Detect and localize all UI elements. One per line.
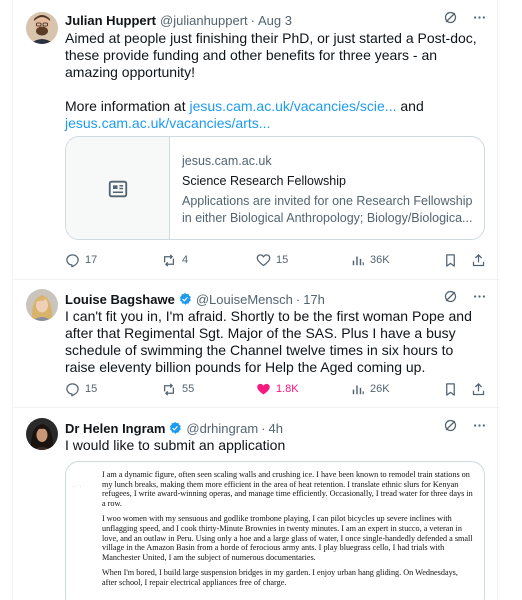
tweet-header [65, 289, 487, 309]
card-domain: jesus.cam.ac.uk [182, 154, 272, 168]
reply-count: 17 [85, 254, 98, 266]
repost-count: 4 [182, 254, 189, 266]
reply-count: 15 [85, 383, 98, 395]
view-count: 36K [370, 254, 390, 266]
link-preview-card[interactable] [65, 136, 485, 240]
tweet-text-line: Aimed at people just finishing their PhD, or just started a Post-doc, these provide funding and other benefits for three years - an amazing opportunity! [65, 30, 477, 80]
repost-button[interactable] [161, 250, 188, 270]
tweet-actions [65, 250, 495, 270]
attached-document-image[interactable] [65, 461, 485, 600]
like-button[interactable] [256, 250, 288, 270]
author-handle[interactable]: @julianhuppert [160, 12, 248, 28]
tweet-text-more [65, 98, 483, 132]
views-button[interactable] [351, 250, 390, 270]
share-icon [471, 253, 486, 268]
heart-icon [256, 253, 271, 268]
reply-button[interactable] [65, 250, 97, 270]
avatar[interactable] [26, 12, 58, 44]
author-name[interactable]: Dr Helen Ingram [65, 420, 166, 436]
author-name[interactable]: Louise Bagshawe [65, 291, 175, 307]
verified-badge-icon [178, 292, 192, 306]
reply-icon [65, 382, 80, 397]
scan-mark: · · · [72, 484, 82, 490]
link-science[interactable]: jesus.cam.ac.uk/vacancies/scie... [189, 98, 397, 114]
tweet-text [65, 30, 483, 132]
like-button[interactable] [256, 379, 299, 399]
verified-badge-icon [168, 421, 182, 435]
repost-icon [161, 382, 177, 397]
card-thumbnail [66, 137, 170, 240]
header-icons [443, 418, 487, 433]
and-label: and [396, 98, 424, 114]
timestamp[interactable]: 4h [268, 420, 283, 436]
timeline-feed [12, 0, 498, 600]
share-icon [471, 382, 486, 397]
document-text [102, 470, 474, 594]
timestamp[interactable]: Aug 3 [258, 12, 292, 28]
bookmark-icon [443, 382, 458, 397]
bookmark-button[interactable] [443, 379, 458, 399]
repost-count: 55 [182, 383, 195, 395]
separator-dot: · [295, 291, 301, 307]
reply-icon [65, 253, 80, 268]
tweet-text: I would like to submit an application [65, 437, 286, 453]
like-count: 1.8K [276, 383, 299, 395]
link-arts[interactable]: jesus.cam.ac.uk/vacancies/arts... [65, 115, 271, 131]
tweet-actions [65, 379, 495, 399]
views-icon [351, 382, 365, 396]
header-icons [443, 289, 487, 304]
bookmark-button[interactable] [443, 250, 458, 270]
author-handle[interactable]: @drhingram [186, 420, 259, 436]
more-icon[interactable] [472, 289, 487, 304]
views-button[interactable] [351, 379, 390, 399]
document-paragraph: I am a dynamic figure, often seen scaling walls and crushing ice. I have been known to remodel train stations on my lunch breaks, making them more efficient in the area of heat retention. I translate ethnic slurs for Kenyan refugees, I write award-winning operas, and manage time efficiently. Occasionally, I tread water for three days in a row. [102, 470, 473, 508]
tweet[interactable] [13, 280, 499, 408]
more-icon[interactable] [472, 10, 487, 25]
repost-button[interactable] [161, 379, 194, 399]
tweet[interactable] [13, 0, 499, 280]
grok-icon[interactable] [443, 418, 458, 433]
bookmark-icon [443, 253, 458, 268]
card-title: Science Research Fellowship [182, 174, 346, 188]
grok-icon[interactable] [443, 10, 458, 25]
card-description-line: Applications are invited for one Research Fellowship [182, 194, 473, 208]
author-handle[interactable]: @LouiseMensch [195, 291, 293, 307]
repost-icon [161, 253, 177, 268]
more-info-label: More information at [65, 98, 190, 114]
share-button[interactable] [471, 250, 486, 270]
view-count: 26K [370, 383, 390, 395]
separator-dot: · [261, 420, 266, 436]
tweet-header [65, 10, 487, 30]
card-description-line: in either Biological Anthropology; Biology/Biologica... [182, 211, 473, 225]
document-paragraph: When I'm bored, I build large suspension bridges in my garden. I enjoy urban hang gliding. On Wednesdays, after school, I repair electrical appliances free of charge. [102, 568, 458, 587]
header-icons [443, 10, 487, 25]
timestamp[interactable]: 17h [303, 291, 325, 307]
separator-dot: · [250, 12, 256, 28]
share-button[interactable] [471, 379, 486, 399]
more-icon[interactable] [472, 418, 487, 433]
card-body [182, 153, 474, 227]
views-icon [351, 253, 365, 267]
author-name[interactable]: Julian Huppert [65, 12, 157, 28]
tweet-text: I can't fit you in, I'm afraid. Shortly to be the first woman Pope and after that Regimental Sgt. Major of the SAS. Plus I have a busy schedule of swimming the Channel twelve times in six hours to raise eleventy billion pounds for Help the Aged coming up. [65, 308, 472, 375]
like-count: 15 [276, 254, 289, 266]
reply-button[interactable] [65, 379, 97, 399]
article-icon [107, 178, 129, 200]
avatar[interactable] [26, 418, 58, 450]
tweet-header [65, 418, 487, 438]
document-paragraph: I woo women with my sensuous and godlike trombone playing, I can pilot bicycles up severe inclines with unflagging speed, and I cook thirty-Minute Brownies in twenty minutes. I am an expert in stucco, a veteran in love, and an outlaw in Peru. Using only a hoe and a large glass of water, I once single-handedly defended a small village in the Amazon Basin from a horde of ferocious army ants. I play bluegrass cello, I had trials with Manchester United, I am the subject of numerous documentaries. [102, 514, 473, 562]
avatar[interactable] [26, 289, 58, 321]
heart-filled-icon [256, 382, 271, 397]
grok-icon[interactable] [443, 289, 458, 304]
